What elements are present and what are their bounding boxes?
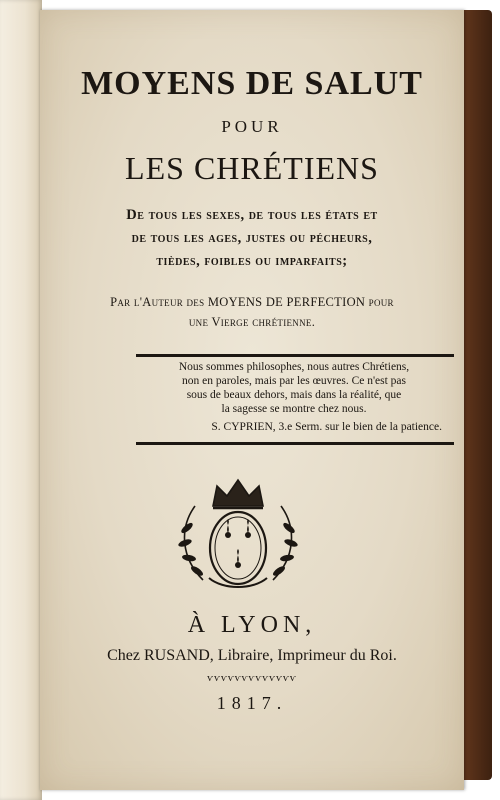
title-line-1: MOYENS DE SALUT — [81, 65, 423, 102]
epigraph-rule-top — [136, 354, 454, 357]
title-line-3: LES CHRÉTIENS — [125, 150, 379, 186]
imprint-place: À LYON, — [187, 612, 317, 638]
left-page-edge — [0, 0, 42, 800]
imprint-publisher: Chez RUSAND, Libraire, Imprimeur du Roi. — [107, 647, 397, 664]
epigraph-line-3: sous de beaux dehors, mais dans la réalité, que — [186, 389, 402, 401]
royal-arms-emblem-icon — [173, 468, 303, 593]
author-line-1: Par l'Auteur des MOYENS DE PERFECTION pour — [110, 295, 394, 309]
epigraph — [144, 360, 444, 434]
subtitle-line-2: de tous les ages, justes ou pécheurs, — [131, 230, 373, 246]
subtitle-line-1: De tous les sexes, de tous les états et — [126, 207, 378, 223]
epigraph-line-2: non en paroles, mais par les œuvres. Ce n'est pas — [181, 375, 407, 387]
title-page — [40, 10, 464, 790]
title-line-2: POUR — [221, 117, 283, 136]
epigraph-citation: S. CYPRIEN, 3.e Serm. sur le bien de la patience. — [211, 421, 442, 433]
subtitle-line-3: tièdes, foibles ou imparfaits; — [156, 253, 348, 269]
author-line-2: une Vierge chrétienne. — [188, 315, 316, 329]
imprint-year: 1817. — [216, 693, 288, 713]
imprint-ornament: ѵѵѵѵѵѵѵѵѵѵѵѵѵ — [207, 673, 297, 684]
epigraph-rule-bottom — [136, 442, 454, 445]
epigraph-line-4: la sagesse se montre chez nous. — [221, 403, 367, 415]
epigraph-line-1: Nous sommes philosophes, nous autres Chrétiens, — [178, 361, 410, 373]
